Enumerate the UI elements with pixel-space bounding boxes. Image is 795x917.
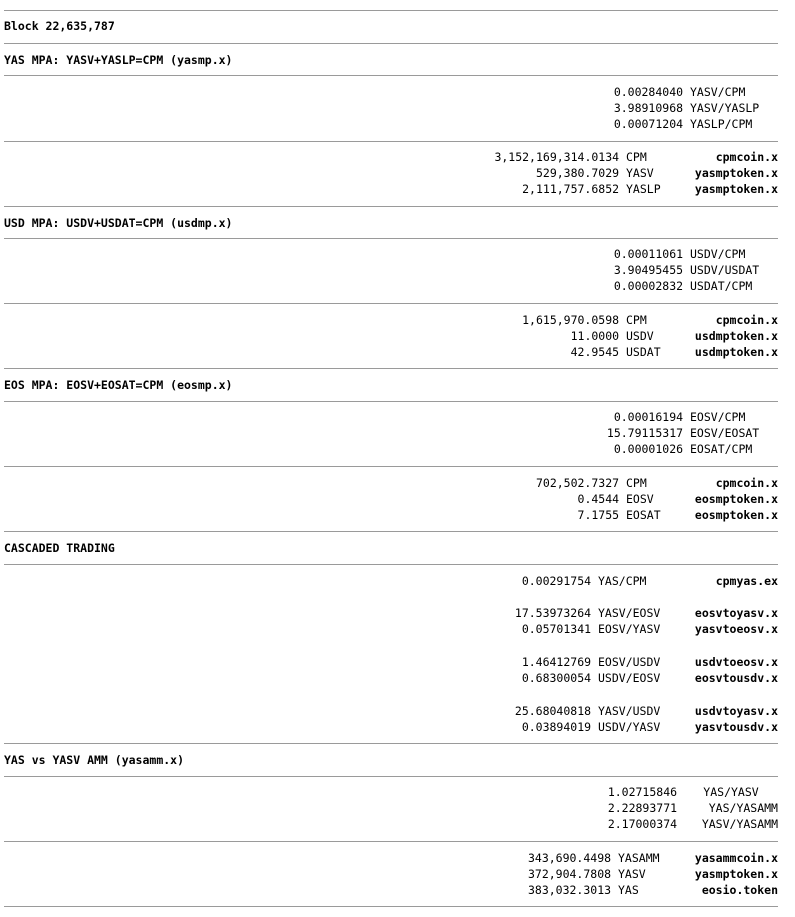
cascade-row	[4, 719, 778, 735]
balance-value: 7.1755	[577, 508, 620, 522]
balance-row	[4, 181, 778, 197]
rate-value: 0.00002832	[613, 279, 684, 293]
rate-value: 0.00011061	[613, 247, 684, 261]
rate-row	[4, 246, 778, 262]
balance-row	[4, 475, 778, 491]
rate-row	[4, 816, 778, 832]
rate-unit: YASV/YASAMM	[701, 817, 778, 831]
cascade-value: 25.68040818	[514, 704, 592, 718]
yas-mpa-title: YAS MPA: YASV+YASLP=CPM (yasmp.x)	[4, 53, 233, 67]
cascade-contract: yasvtoeosv.x	[694, 622, 778, 636]
balance-row	[4, 850, 778, 866]
balance-contract: usdmptoken.x	[694, 345, 778, 359]
rate-unit: USDV/USDAT	[690, 263, 760, 277]
balance-contract: eosmptoken.x	[694, 492, 778, 506]
cascade-unit: EOSV/USDV	[598, 655, 661, 669]
cascade-contract: usdvtoyasv.x	[694, 704, 778, 718]
rate-row	[4, 116, 778, 132]
cascade-row	[4, 703, 778, 719]
cascade-unit: USDV/EOSV	[598, 671, 661, 685]
rate-row	[4, 784, 778, 800]
cascade-contract: eosvtoyasv.x	[694, 606, 778, 620]
divider	[4, 776, 778, 777]
balance-row	[4, 491, 778, 507]
rate-unit: USDAT/CPM	[690, 279, 753, 293]
amm-title: YAS vs YASV AMM (yasamm.x)	[4, 753, 185, 767]
cascade-row	[4, 670, 778, 686]
balance-unit: EOSV	[626, 492, 654, 506]
cascade-value: 0.03894019	[521, 720, 592, 734]
divider	[4, 906, 778, 907]
cascaded-trading-title: CASCADED TRADING	[4, 541, 115, 555]
balance-contract: cpmcoin.x	[715, 313, 778, 327]
balance-row	[4, 882, 778, 898]
cascade-value: 0.68300054	[521, 671, 592, 685]
divider	[4, 206, 778, 207]
balance-row	[4, 328, 778, 344]
balance-unit: YASV	[618, 867, 646, 881]
rate-value: 0.00016194	[613, 410, 684, 424]
cascade-value: 0.00291754	[521, 574, 592, 588]
rate-unit: YAS/YASV	[703, 785, 759, 799]
balance-unit: EOSAT	[626, 508, 661, 522]
cascade-row	[4, 605, 778, 621]
rate-row	[4, 84, 778, 100]
balance-value: 2,111,757.6852	[522, 182, 620, 196]
rate-row	[4, 278, 778, 294]
balance-contract: yasmptoken.x	[694, 867, 778, 881]
balance-contract: usdmptoken.x	[694, 329, 778, 343]
rate-unit: YAS/YASAMM	[708, 801, 778, 815]
balance-row	[4, 312, 778, 328]
balance-value: 529,380.7029	[535, 166, 620, 180]
rate-row	[4, 100, 778, 116]
balance-value: 3,152,169,314.0134	[494, 150, 620, 164]
cascade-unit: YASV/EOSV	[598, 606, 661, 620]
divider	[4, 75, 778, 76]
divider	[4, 564, 778, 565]
balance-contract: eosio.token	[701, 883, 778, 897]
rate-value: 3.98910968	[613, 101, 684, 115]
balance-contract: cpmcoin.x	[715, 476, 778, 490]
balance-contract: cpmcoin.x	[715, 150, 778, 164]
rate-row	[4, 262, 778, 278]
divider	[4, 368, 778, 369]
balance-row	[4, 149, 778, 165]
cascade-unit: YAS/CPM	[598, 574, 647, 588]
balance-value: 1,615,970.0598	[522, 313, 620, 327]
divider	[4, 466, 778, 467]
divider	[4, 743, 778, 744]
rate-unit: YASV/YASLP	[690, 101, 760, 115]
balance-value: 42.9545	[570, 345, 620, 359]
balance-row	[4, 165, 778, 181]
balance-row	[4, 344, 778, 360]
balance-value: 702,502.7327	[535, 476, 620, 490]
cascade-contract: usdvtoeosv.x	[694, 655, 778, 669]
cascade-row	[4, 573, 778, 589]
rate-value: 0.00284040	[613, 85, 684, 99]
rate-unit: USDV/CPM	[690, 247, 746, 261]
balance-row	[4, 866, 778, 882]
balance-unit: CPM	[626, 313, 647, 327]
divider	[4, 841, 778, 842]
rate-row	[4, 425, 778, 441]
balance-unit: CPM	[626, 476, 647, 490]
rate-row	[4, 441, 778, 457]
balance-unit: CPM	[626, 150, 647, 164]
divider	[4, 401, 778, 402]
divider	[4, 43, 778, 44]
balance-unit: YAS	[618, 883, 639, 897]
rate-value: 2.17000374	[607, 817, 678, 831]
balance-value: 383,032.3013	[527, 883, 612, 897]
cascade-value: 1.46412769	[521, 655, 592, 669]
balance-contract: yasammcoin.x	[694, 851, 778, 865]
rate-value: 1.02715846	[607, 785, 678, 799]
rate-row	[4, 800, 778, 816]
rate-row	[4, 409, 778, 425]
cascade-unit: EOSV/YASV	[598, 622, 661, 636]
rate-value: 15.79115317	[606, 426, 684, 440]
balance-row	[4, 507, 778, 523]
usd-mpa-title: USD MPA: USDV+USDAT=CPM (usdmp.x)	[4, 216, 233, 230]
balance-contract: eosmptoken.x	[694, 508, 778, 522]
block-height: Block 22,635,787	[4, 19, 115, 33]
cascade-contract: yasvtousdv.x	[694, 720, 778, 734]
rate-value: 0.00001026	[613, 442, 684, 456]
rate-unit: YASLP/CPM	[690, 117, 753, 131]
divider	[4, 303, 778, 304]
balance-value: 0.4544	[577, 492, 620, 506]
rate-unit: YASV/CPM	[690, 85, 746, 99]
balance-unit: YASLP	[626, 182, 661, 196]
cascade-row	[4, 654, 778, 670]
balance-unit: YASAMM	[618, 851, 660, 865]
balance-value: 343,690.4498	[527, 851, 612, 865]
balance-unit: USDAT	[626, 345, 661, 359]
balance-unit: YASV	[626, 166, 654, 180]
cascade-value: 0.05701341	[521, 622, 592, 636]
eos-mpa-title: EOS MPA: EOSV+EOSAT=CPM (eosmp.x)	[4, 378, 233, 392]
cascade-row	[4, 621, 778, 637]
divider	[4, 531, 778, 532]
rate-value: 0.00071204	[613, 117, 684, 131]
rate-unit: EOSV/CPM	[690, 410, 746, 424]
rate-unit: EOSAT/CPM	[690, 442, 753, 456]
rate-value: 3.90495455	[613, 263, 684, 277]
balance-value: 372,904.7808	[527, 867, 612, 881]
balance-unit: USDV	[626, 329, 654, 343]
divider	[4, 238, 778, 239]
divider	[4, 141, 778, 142]
rate-value: 2.22893771	[607, 801, 678, 815]
cascade-unit: YASV/USDV	[598, 704, 661, 718]
cascade-unit: USDV/YASV	[598, 720, 661, 734]
cascade-contract: eosvtousdv.x	[694, 671, 778, 685]
rate-unit: EOSV/EOSAT	[690, 426, 760, 440]
cascade-contract: cpmyas.ex	[715, 574, 778, 588]
balance-contract: yasmptoken.x	[694, 182, 778, 196]
balance-value: 11.0000	[570, 329, 620, 343]
balance-contract: yasmptoken.x	[694, 166, 778, 180]
cascade-value: 17.53973264	[514, 606, 592, 620]
divider	[4, 10, 778, 11]
